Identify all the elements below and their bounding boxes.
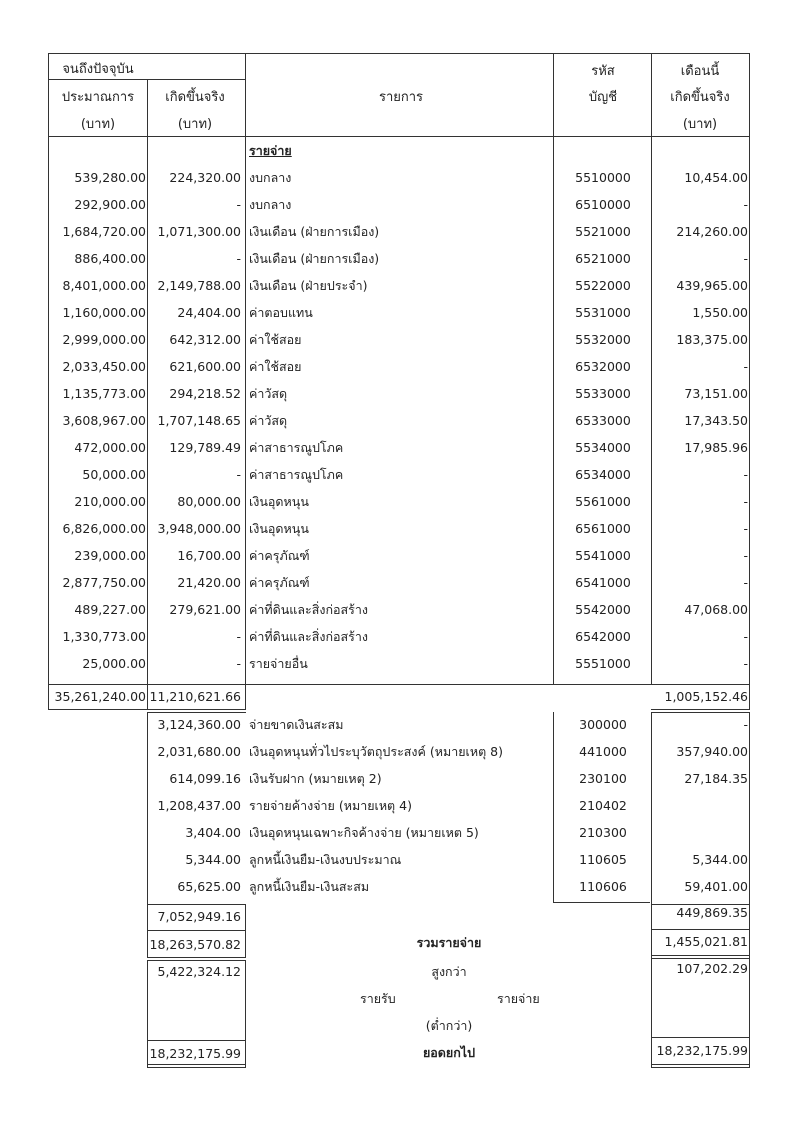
- row-estimate: 2,877,750.00: [62, 575, 146, 590]
- row-month: -: [743, 467, 748, 482]
- row-code: 5551000: [575, 656, 631, 671]
- other-row-actual: 1,208,437.00: [157, 798, 241, 813]
- diff-higher: สูงกว่า: [431, 964, 467, 979]
- carry-top-left: [147, 1040, 246, 1041]
- table-top-border: [48, 53, 749, 54]
- other-row-item: รายจ่ายค้างจ่าย (หมายเหตุ 4): [249, 798, 412, 813]
- row-estimate: 50,000.00: [82, 467, 146, 482]
- row-item: ค่าใช้สอย: [249, 332, 302, 347]
- row-code: 6542000: [575, 629, 631, 644]
- row-month: -: [743, 656, 748, 671]
- row-code: 5534000: [575, 440, 631, 455]
- other-subtotal-month: 449,869.35: [676, 905, 748, 920]
- subtotal-month: 1,005,152.46: [664, 689, 748, 704]
- row-code: 5542000: [575, 602, 631, 617]
- row-actual: 294,218.52: [169, 386, 241, 401]
- other-row-month: 5,344.00: [692, 852, 748, 867]
- header-this-month-baht: (บาท): [682, 117, 718, 132]
- other-row-month: -: [743, 717, 748, 732]
- row-estimate: 539,280.00: [74, 170, 146, 185]
- header-estimate-baht: (บาท): [80, 117, 116, 132]
- other-row-item: เงินอุดหนุนเฉพาะกิจค้างจ่าย (หมายเหต 5): [249, 825, 479, 840]
- other-row-month: 357,940.00: [676, 744, 748, 759]
- other-subtotal-actual: 7,052,949.16: [157, 909, 241, 924]
- header-bottom-border: [48, 136, 749, 137]
- row-code: 5531000: [575, 305, 631, 320]
- other-row-code: 110606: [579, 879, 627, 894]
- row-actual: 642,312.00: [169, 332, 241, 347]
- header-actual-baht: (บาท): [177, 117, 213, 132]
- row-code: 5561000: [575, 494, 631, 509]
- total-label: รวมรายจ่าย: [416, 935, 482, 950]
- other-row-item: จ่ายขาดเงินสะสม: [249, 717, 344, 732]
- header-code-1: รหัส: [591, 64, 615, 79]
- header-to-date: จนถึงปัจจุบัน: [62, 62, 134, 77]
- col3-right-border: [553, 53, 554, 684]
- other-code-bottom: [553, 902, 650, 903]
- row-actual: 621,600.00: [169, 359, 241, 374]
- subtotal-top-line: [48, 684, 749, 685]
- row-estimate: 3,608,967.00: [62, 413, 146, 428]
- row-item: เงินอุดหนุน: [249, 521, 309, 536]
- col2-right-border: [245, 53, 246, 710]
- total-bottom-2: [147, 960, 246, 961]
- row-month: -: [743, 629, 748, 644]
- row-month: -: [743, 197, 748, 212]
- row-code: 6561000: [575, 521, 631, 536]
- row-month: 439,965.00: [676, 278, 748, 293]
- row-actual: 224,320.00: [169, 170, 241, 185]
- total-month: 1,455,021.81: [664, 934, 748, 949]
- row-actual: 2,149,788.00: [157, 278, 241, 293]
- row-item: งบกลาง: [249, 170, 292, 185]
- other-row-code: 300000: [579, 717, 627, 732]
- row-item: ค่าตอบแทน: [249, 305, 313, 320]
- row-item: ค่าใช้สอย: [249, 359, 302, 374]
- row-actual: 80,000.00: [177, 494, 241, 509]
- header-actual: เกิดขึ้นจริง: [165, 90, 225, 105]
- row-item: เงินเดือน (ฝ่ายการเมือง): [249, 251, 380, 266]
- row-code: 6534000: [575, 467, 631, 482]
- other-row-month: 59,401.00: [684, 879, 748, 894]
- other-row-actual: 65,625.00: [177, 879, 241, 894]
- header-code-2: บัญชี: [588, 90, 618, 105]
- other-col4-right: [651, 712, 652, 1067]
- row-actual: 279,621.00: [169, 602, 241, 617]
- subtotal-estimate: 35,261,240.00: [54, 689, 146, 704]
- row-month: -: [743, 521, 748, 536]
- other-row-item: เงินอุดหนุนทั่วไประบุวัตถุประสงค์ (หมายเหตุ 8): [249, 744, 503, 759]
- row-estimate: 1,135,773.00: [62, 386, 146, 401]
- row-actual: -: [236, 656, 241, 671]
- total-top-left: [147, 930, 246, 931]
- carry-bottom-left-2: [147, 1067, 246, 1068]
- row-month: -: [743, 359, 748, 374]
- row-month: 17,343.50: [684, 413, 748, 428]
- row-month: 183,375.00: [676, 332, 748, 347]
- subtotal-bottom-left: [48, 709, 245, 710]
- diff-box-left: [147, 960, 148, 1067]
- header-this-month: เดือนนี้: [680, 64, 720, 79]
- subtotal-double-left: [147, 712, 246, 713]
- diff-income-label: รายรับ: [360, 991, 396, 1006]
- row-code: 5541000: [575, 548, 631, 563]
- other-row-actual: 3,404.00: [185, 825, 241, 840]
- diff-month: 107,202.29: [676, 961, 748, 976]
- col4-right-border: [651, 53, 652, 684]
- row-month: 73,151.00: [684, 386, 748, 401]
- other-row-code: 441000: [579, 744, 627, 759]
- row-code: 5533000: [575, 386, 631, 401]
- diff-lower: (ต่ำกว่า): [425, 1018, 473, 1033]
- row-item: เงินอุดหนุน: [249, 494, 309, 509]
- row-estimate: 210,000.00: [74, 494, 146, 509]
- row-item: ค่าที่ดินและสิ่งก่อสร้าง: [249, 602, 368, 617]
- row-estimate: 8,401,000.00: [62, 278, 146, 293]
- total-bottom-right-2: [651, 958, 750, 959]
- other-row-code: 210402: [579, 798, 627, 813]
- row-estimate: 6,826,000.00: [62, 521, 146, 536]
- row-estimate: 886,400.00: [74, 251, 146, 266]
- header-item: รายการ: [378, 90, 424, 105]
- carry-bottom-right-1: [651, 1064, 750, 1065]
- row-code: 5532000: [575, 332, 631, 347]
- header-this-month-actual: เกิดขึ้นจริง: [670, 90, 730, 105]
- row-actual: 1,707,148.65: [157, 413, 241, 428]
- row-estimate: 472,000.00: [74, 440, 146, 455]
- total-top-right: [651, 929, 750, 930]
- row-month: 10,454.00: [684, 170, 748, 185]
- row-estimate: 239,000.00: [74, 548, 146, 563]
- row-month: -: [743, 548, 748, 563]
- other-row-item: ลูกหนี้เงินยืม-เงินสะสม: [249, 879, 370, 894]
- row-estimate: 292,900.00: [74, 197, 146, 212]
- total-box-right: [245, 904, 246, 957]
- row-actual: -: [236, 197, 241, 212]
- row-month: -: [743, 494, 748, 509]
- row-estimate: 2,033,450.00: [62, 359, 146, 374]
- subtotal-bottom-right: [651, 709, 750, 710]
- col1-right-border: [147, 79, 148, 710]
- carry-month: 18,232,175.99: [656, 1043, 748, 1058]
- other-row-item: ลูกหนี้เงินยืม-เงินงบประมาณ: [249, 852, 402, 867]
- diff-box-right: [245, 960, 246, 1067]
- other-row-actual: 614,099.16: [169, 771, 241, 786]
- row-actual: 1,071,300.00: [157, 224, 241, 239]
- row-item: ค่าครุภัณฑ์: [249, 548, 310, 563]
- row-code: 5521000: [575, 224, 631, 239]
- row-estimate: 25,000.00: [82, 656, 146, 671]
- col1-left-border: [48, 53, 49, 710]
- row-month: -: [743, 575, 748, 590]
- other-col2-left: [147, 712, 148, 930]
- header-estimate: ประมาณการ: [61, 90, 135, 105]
- diff-expense-label: รายจ่าย: [497, 991, 540, 1006]
- row-item: ค่าสาธารณูปโภค: [249, 440, 344, 455]
- other-row-code: 230100: [579, 771, 627, 786]
- section-title: รายจ่าย: [249, 143, 292, 158]
- row-estimate: 1,160,000.00: [62, 305, 146, 320]
- other-row-code: 210300: [579, 825, 627, 840]
- row-month: 47,068.00: [684, 602, 748, 617]
- diff-actual: 5,422,324.12: [157, 964, 241, 979]
- total-box-left: [147, 930, 148, 957]
- other-subtotal-top-left: [147, 904, 246, 905]
- row-code: 5510000: [575, 170, 631, 185]
- other-row-item: เงินรับฝาก (หมายเหตุ 2): [249, 771, 382, 786]
- row-code: 6510000: [575, 197, 631, 212]
- other-row-actual: 3,124,360.00: [157, 717, 241, 732]
- row-code: 6521000: [575, 251, 631, 266]
- row-code: 6541000: [575, 575, 631, 590]
- other-row-month: 27,184.35: [684, 771, 748, 786]
- row-estimate: 489,227.00: [74, 602, 146, 617]
- row-code: 5522000: [575, 278, 631, 293]
- row-month: -: [743, 251, 748, 266]
- row-estimate: 1,684,720.00: [62, 224, 146, 239]
- other-col3-right: [553, 712, 554, 902]
- carry-top-right: [651, 1037, 750, 1038]
- row-item: ค่าที่ดินและสิ่งก่อสร้าง: [249, 629, 368, 644]
- row-code: 6532000: [575, 359, 631, 374]
- other-col5-right: [749, 712, 750, 1067]
- row-code: 6533000: [575, 413, 631, 428]
- carry-bottom-right-2: [651, 1067, 750, 1068]
- row-item: ค่าวัสดุ: [249, 413, 288, 428]
- row-item: เงินเดือน (ฝ่ายประจำ): [249, 278, 368, 293]
- other-row-actual: 5,344.00: [185, 852, 241, 867]
- row-item: ค่าวัสดุ: [249, 386, 288, 401]
- row-estimate: 2,999,000.00: [62, 332, 146, 347]
- row-month: 1,550.00: [692, 305, 748, 320]
- row-actual: 24,404.00: [177, 305, 241, 320]
- total-actual: 18,263,570.82: [149, 937, 241, 952]
- row-item: ค่าครุภัณฑ์: [249, 575, 310, 590]
- row-item: งบกลาง: [249, 197, 292, 212]
- row-actual: 3,948,000.00: [157, 521, 241, 536]
- row-actual: -: [236, 467, 241, 482]
- other-subtotal-top-right: [651, 904, 750, 905]
- row-item: เงินเดือน (ฝ่ายการเมือง): [249, 224, 380, 239]
- col5-right-border: [749, 53, 750, 710]
- row-actual: 129,789.49: [169, 440, 241, 455]
- subtotal-double-right: [651, 712, 750, 713]
- other-row-code: 110605: [579, 852, 627, 867]
- row-actual: -: [236, 251, 241, 266]
- row-actual: -: [236, 629, 241, 644]
- row-month: 17,985.96: [684, 440, 748, 455]
- subtotal-actual: 11,210,621.66: [149, 689, 241, 704]
- row-estimate: 1,330,773.00: [62, 629, 146, 644]
- row-actual: 16,700.00: [177, 548, 241, 563]
- row-month: 214,260.00: [676, 224, 748, 239]
- row-item: ค่าสาธารณูปโภค: [249, 467, 344, 482]
- total-bottom-1: [147, 957, 246, 958]
- carry-actual: 18,232,175.99: [149, 1046, 241, 1061]
- carry-bottom-left-1: [147, 1064, 246, 1065]
- total-bottom-right-1: [651, 955, 750, 956]
- row-actual: 21,420.00: [177, 575, 241, 590]
- row-item: รายจ่ายอื่น: [249, 656, 308, 671]
- other-row-actual: 2,031,680.00: [157, 744, 241, 759]
- carry-label: ยอดยกไป: [422, 1045, 476, 1060]
